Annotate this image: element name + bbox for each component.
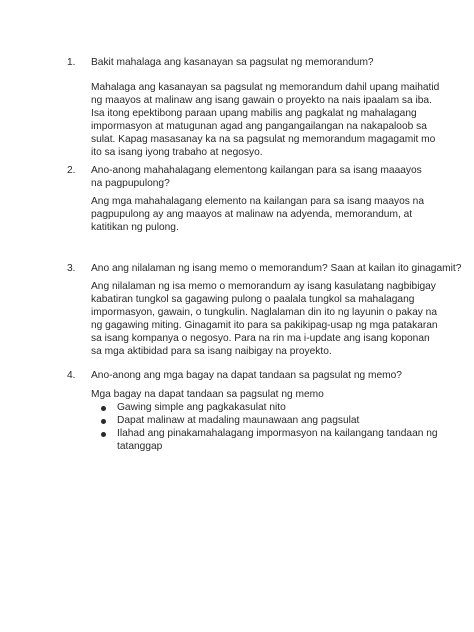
list-item-text: Gawing simple ang pagkakasulat nito [117,402,286,413]
item-1-answer: Mahalaga ang kasanayan sa pagsulat ng memorandum dahil upang maihatid ng maayos at malinaw ang isang gawain o proyekto na nais ipaalam sa iba. Isa itong epektibong paraan upang mabilis ang pagkalat ng mahalagang impormasyon at matugunan agad ang pangangailangan na nakapaloob sa sulat. Kapag masasanay ka na sa pagsulat ng memorandum magagamit mo ito sa isang iyong trabaho at negosyo. [91,82,440,158]
bullet-dot-icon [101,406,106,411]
item-4-bullet-list [91,402,451,454]
list-item-text: Dapat malinaw at madaling maunawaan ang pagsulat [117,414,360,426]
item-3-answer: Ang nilalaman ng isa memo o memorandum ay isang kasulatang nagbibigay kabatiran tungkol sa gagawing pulong o paalala tungkol sa mahalagang impormasyon, gawain, o tungkulin. Naglalaman din ito ng layunin o pakay na ng gagawing miting. Ginagamit ito para sa pakikipag-usap ng mga patakaran sa isang kompanya o negosyo. Para na rin ma i-update ang isang koponan sa mga aktibidad para sa isang naibigay na proyekto. [91,281,438,357]
bullet-dot-icon [101,419,106,424]
bullet-dot-icon [101,432,106,437]
list-item [91,428,451,454]
item-2-question: Ano-anong mahahalagang elementong kailangan para sa isang maaayos na pagpupulong? [91,165,422,189]
item-3-question: Ano ang nilalaman ng isang memo o memorandum? Saan at kailan ito ginagamit? [91,263,462,274]
item-4-number: 4. [67,370,76,381]
list-item [91,415,451,428]
item-4-answer: Mga bagay na dapat tandaan sa pagsulat ng memo [91,389,324,400]
item-2-number: 2. [67,165,76,176]
item-1-number: 1. [67,57,76,68]
list-item [91,402,451,415]
item-4-question: Ano-anong ang mga bagay na dapat tandaan sa pagsulat ng memo? [91,370,402,381]
item-3-number: 3. [67,263,76,274]
item-2-answer: Ang mga mahahalagang elemento na kailangan para sa isang maayos na pagpupulong ay ang maayos at malinaw na adyenda, memorandum, at katitikan ng pulong. [91,196,425,233]
list-item-text: Ilahad ang pinakamahalagang impormasyon na kailangang tandaan ng tatanggap [117,427,438,452]
item-1-question: Bakit mahalaga ang kasanayan sa pagsulat ng memorandum? [91,57,374,68]
